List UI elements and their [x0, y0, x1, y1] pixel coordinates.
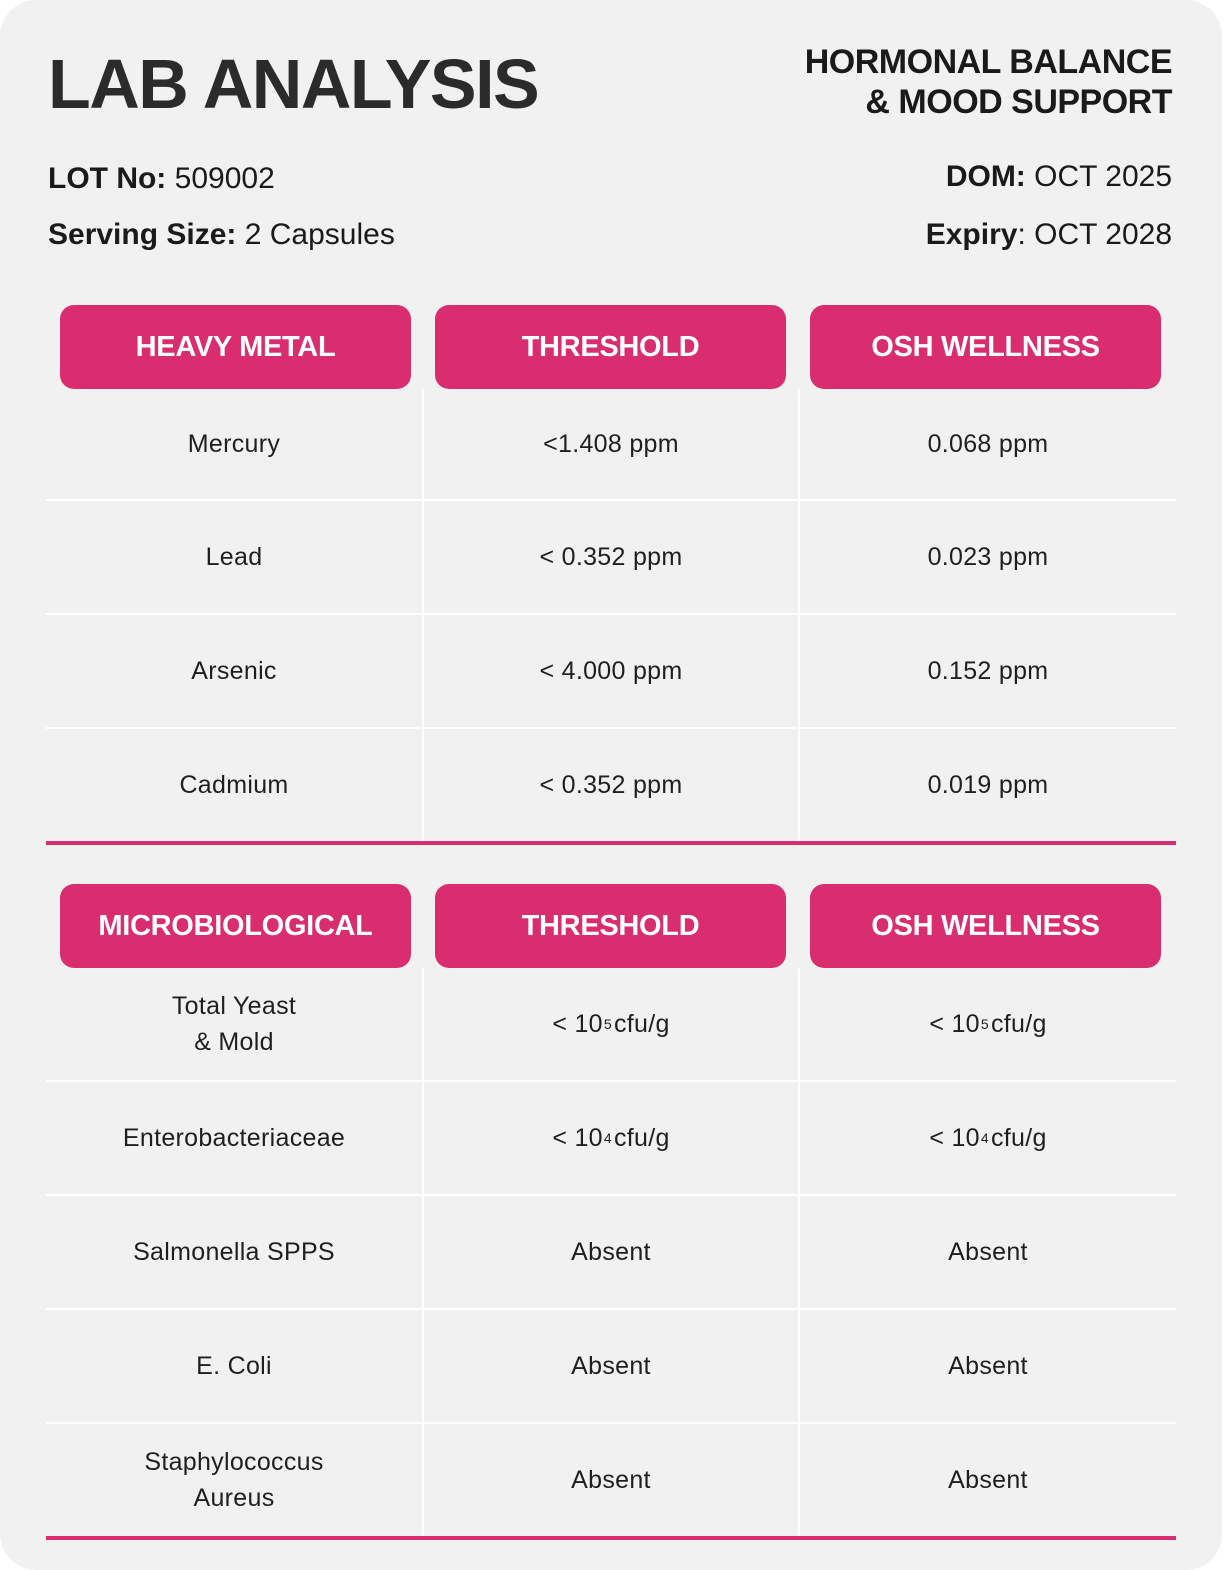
threshold-value: Absent	[424, 1196, 800, 1308]
metal-name: Cadmium	[46, 729, 424, 841]
result-prefix: < 10	[929, 1124, 980, 1152]
threshold-value: < 4.000 ppm	[424, 615, 800, 727]
result-value: Absent	[948, 1466, 1028, 1494]
microbe-name-line-1: Staphylococcus	[144, 1448, 324, 1476]
metal-name: Mercury	[46, 389, 424, 499]
lot-value: 509002	[174, 162, 275, 195]
section-divider	[46, 1536, 1176, 1540]
header-threshold: THRESHOLD	[435, 305, 786, 389]
threshold-unit: cfu/g	[613, 1124, 670, 1152]
product-name-line-1: HORMONAL BALANCE	[804, 43, 1172, 81]
product-name	[805, 42, 1172, 122]
threshold-value: <1.408 ppm	[424, 389, 800, 499]
serving-label: Serving Size:	[48, 218, 237, 251]
result-value: 0.019 ppm	[927, 771, 1049, 799]
table-row	[46, 968, 1176, 1082]
result-unit: cfu/g	[990, 1124, 1047, 1152]
threshold-value: < 0.352 ppm	[424, 501, 800, 613]
dom-label: DOM:	[945, 160, 1026, 193]
product-name-line-2: & MOOD SUPPORT	[865, 83, 1172, 121]
microbe-name	[46, 968, 424, 1080]
result-exponent: 5	[980, 1016, 989, 1032]
expiry-colon: :	[1017, 218, 1026, 251]
threshold-exponent: 5	[603, 1016, 612, 1032]
microbe-name-line-2: & Mold	[194, 1028, 274, 1056]
section-divider	[46, 841, 1176, 845]
microbe-name: Enterobacteriaceae	[46, 1082, 424, 1194]
microbe-name	[46, 1424, 424, 1536]
header-threshold: THRESHOLD	[435, 884, 786, 968]
table-row	[46, 1310, 1176, 1424]
heavy-metal-table	[46, 305, 1176, 845]
header-osh-wellness: OSH WELLNESS	[810, 884, 1161, 968]
table-row	[46, 615, 1176, 729]
header-heavy-metal: HEAVY METAL	[60, 305, 411, 389]
table-row	[46, 389, 1176, 501]
expiry-label: Expiry	[925, 218, 1018, 251]
serving-value: 2 Capsules	[244, 218, 395, 251]
result-exponent: 4	[980, 1130, 989, 1146]
threshold-exponent: 4	[603, 1130, 612, 1146]
threshold-value: Absent	[424, 1424, 800, 1536]
table-row	[46, 1196, 1176, 1310]
table-row	[46, 1082, 1176, 1196]
table-body	[46, 389, 1176, 841]
table-body	[46, 968, 1176, 1536]
table-header	[46, 305, 1176, 389]
table-row	[46, 729, 1176, 841]
threshold-value	[424, 1082, 800, 1194]
table-row	[46, 1424, 1176, 1536]
microbe-name-line-1: Total Yeast	[171, 992, 297, 1020]
table-header	[46, 884, 1176, 968]
result-value: 0.068 ppm	[927, 430, 1049, 458]
metal-name: Arsenic	[46, 615, 424, 727]
lot-label: LOT No:	[48, 162, 167, 195]
threshold-value	[424, 968, 800, 1080]
header-osh-wellness: OSH WELLNESS	[810, 305, 1161, 389]
threshold-value: Absent	[424, 1310, 800, 1422]
result-value: 0.152 ppm	[927, 657, 1049, 685]
lot-number	[48, 161, 275, 197]
date-of-manufacture	[946, 159, 1172, 195]
microbe-name-line-2: Aureus	[193, 1484, 275, 1512]
threshold-prefix: < 10	[552, 1124, 603, 1152]
expiry-value: OCT 2028	[1034, 218, 1172, 251]
threshold-prefix: < 10	[552, 1010, 603, 1038]
expiry-date	[926, 217, 1172, 253]
header-microbiological: MICROBIOLOGICAL	[60, 884, 411, 968]
result-prefix: < 10	[929, 1010, 980, 1038]
result-value	[800, 1082, 1176, 1194]
microbiological-table	[46, 884, 1176, 1540]
serving-size	[48, 217, 395, 253]
threshold-unit: cfu/g	[613, 1010, 670, 1038]
result-unit: cfu/g	[990, 1010, 1047, 1038]
result-value: Absent	[948, 1238, 1028, 1266]
dom-value: OCT 2025	[1034, 160, 1172, 193]
result-value: 0.023 ppm	[927, 543, 1049, 571]
page-title: LAB ANALYSIS	[48, 45, 539, 123]
microbe-name: Salmonella SPPS	[46, 1196, 424, 1308]
microbe-name: E. Coli	[46, 1310, 424, 1422]
result-value	[800, 968, 1176, 1080]
metal-name: Lead	[46, 501, 424, 613]
threshold-value: < 0.352 ppm	[424, 729, 800, 841]
table-row	[46, 501, 1176, 615]
result-value: Absent	[948, 1352, 1028, 1380]
